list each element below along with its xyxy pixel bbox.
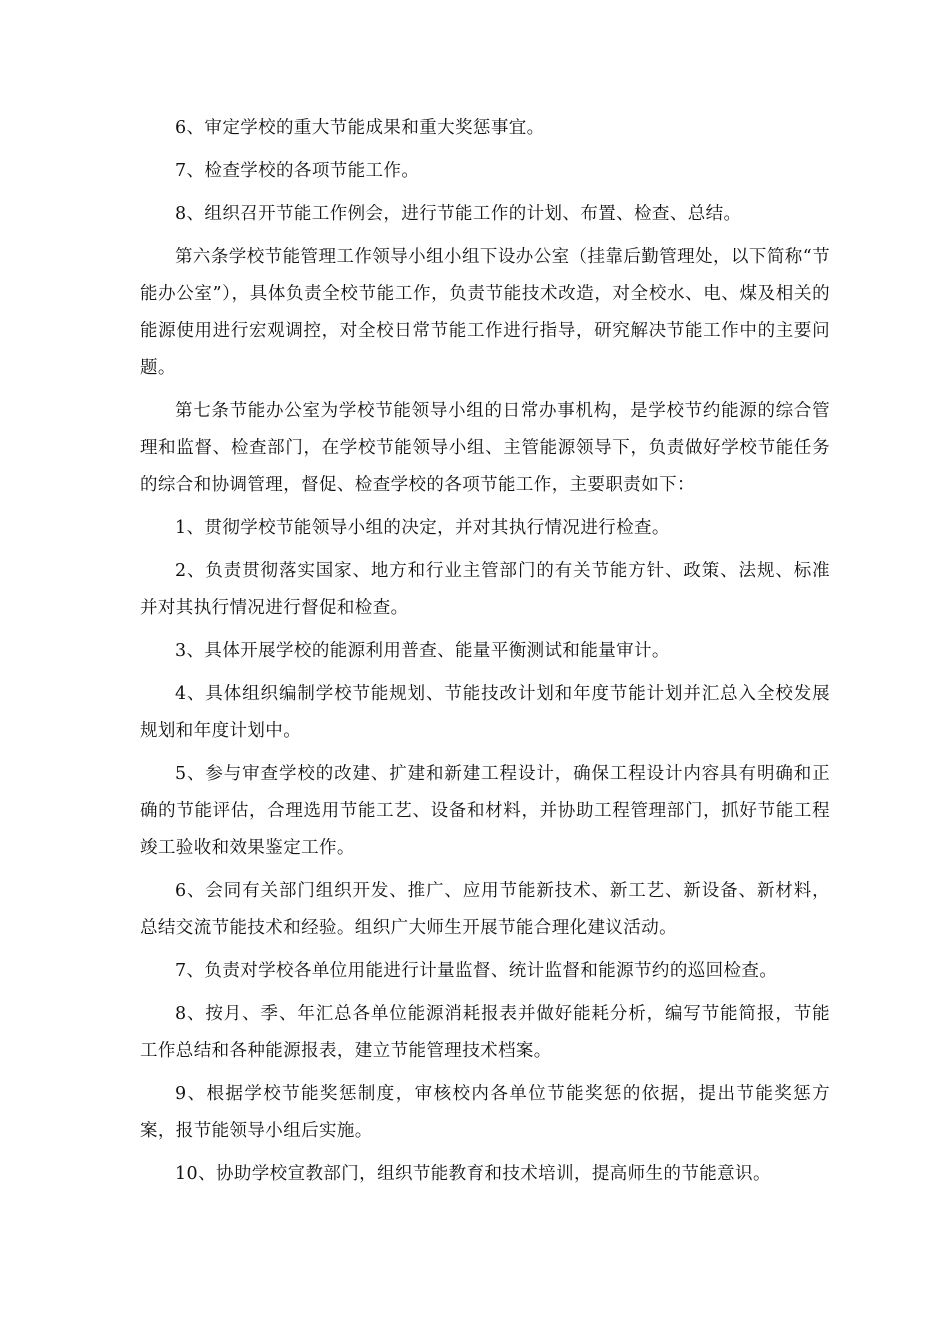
duty-item-6: 6、会同有关部门组织开发、推广、应用节能新技术、新工艺、新设备、新材料，总结交流节能技术和经验。组织广大师生开展节能合理化建议活动。 [140, 881, 830, 938]
duty-item-3: 3、具体开展学校的能源利用普查、能量平衡测试和能量审计。 [175, 641, 670, 661]
duty-item-1: 1、贯彻学校节能领导小组的决定，并对其执行情况进行检查。 [175, 518, 670, 538]
article-6-paragraph: 第六条学校节能管理工作领导小组小组下设办公室（挂靠后勤管理处，以下简称“节能办公室”），具体负责全校节能工作，负责节能技术改造，对全校水、电、煤及相关的能源使用进行宏观调控，对全校日常节能工作进行指导，研究解决节能工作中的主要问题。 [140, 247, 830, 378]
duty-item-9: 9、根据学校节能奖惩制度，审核校内各单位节能奖惩的依据，提出节能奖惩方案，报节能领导小组后实施。 [140, 1084, 830, 1141]
duty-item-10: 10、协助学校宣教部门，组织节能教育和技术培训，提高师生的节能意识。 [175, 1164, 771, 1184]
item-6-review-achievements: 6、审定学校的重大节能成果和重大奖惩事宜。 [175, 118, 545, 138]
item-8-hold-meetings: 8、组织召开节能工作例会，进行节能工作的计划、布置、检查、总结。 [175, 204, 742, 224]
article-7-paragraph: 第七条节能办公室为学校节能领导小组的日常办事机构，是学校节约能源的综合管理和监督、检查部门，在学校节能领导小组、主管能源领导下，负责做好学校节能任务的综合和协调管理，督促、检查学校的各项节能工作，主要职责如下： [140, 401, 830, 495]
document-body [140, 110, 830, 1199]
duty-item-7: 7、负责对学校各单位用能进行计量监督、统计监督和能源节约的巡回检查。 [175, 961, 778, 981]
duty-item-4: 4、具体组织编制学校节能规划、节能技改计划和年度节能计划并汇总入全校发展规划和年度计划中。 [140, 684, 830, 741]
duty-item-5: 5、参与审查学校的改建、扩建和新建工程设计，确保工程设计内容具有明确和正确的节能评估，合理选用节能工艺、设备和材料，并协助工程管理部门，抓好节能工程竣工验收和效果鉴定工作。 [140, 764, 830, 858]
item-7-inspect-work: 7、检查学校的各项节能工作。 [175, 161, 420, 181]
duty-item-2: 2、负责贯彻落实国家、地方和行业主管部门的有关节能方针、政策、法规、标准并对其执行情况进行督促和检查。 [140, 561, 830, 618]
duty-item-8: 8、按月、季、年汇总各单位能源消耗报表并做好能耗分析，编写节能简报，节能工作总结和各种能源报表，建立节能管理技术档案。 [140, 1004, 830, 1061]
